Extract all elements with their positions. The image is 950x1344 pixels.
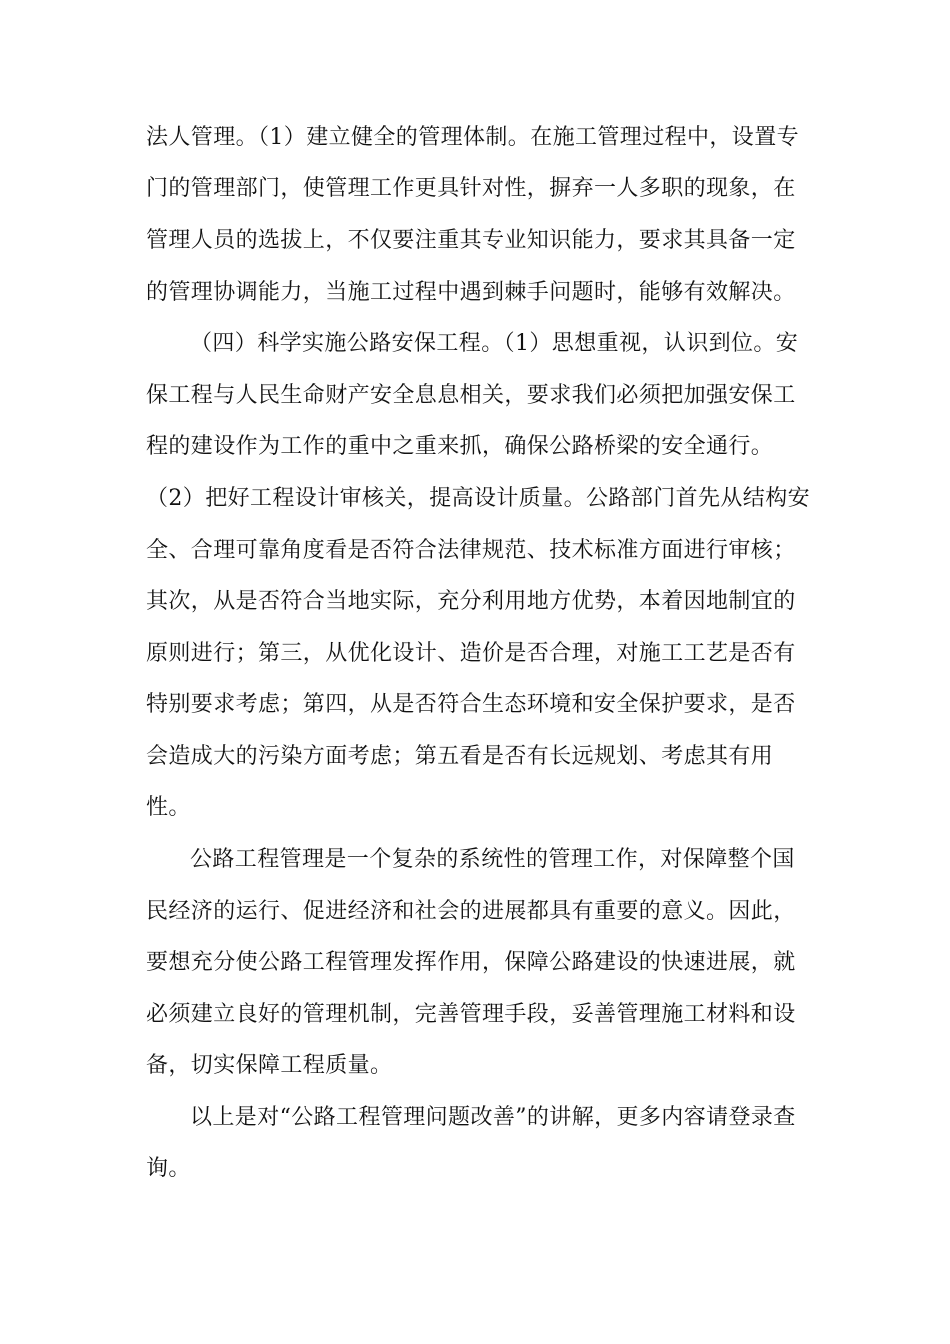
paragraph-first-line: 公路工程管理是一个复杂的系统性的管理工作，对保障整个国 [190, 847, 795, 872]
paragraph-first-line: 以上是对“公路工程管理问题改善”的讲解，更多内容请登录查 [190, 1105, 796, 1130]
text-line: 原则进行；第三，从优化设计、造价是否合理，对施工工艺是否有 [146, 641, 796, 666]
text-line: 询。 [146, 1156, 191, 1181]
text-line: 全、合理可靠角度看是否符合法律规范、技术标准方面进行审核； [146, 538, 796, 563]
text-line: 门的管理部门，使管理工作更具针对性，摒弃一人多职的现象，在 [146, 176, 796, 201]
text-line: 性。 [146, 795, 191, 820]
text-line: 的管理协调能力，当施工过程中遇到棘手问题时，能够有效解决。 [146, 280, 796, 305]
text-line: 要想充分使公路工程管理发挥作用，保障公路建设的快速进展，就 [146, 950, 796, 975]
text-line: 保工程与人民生命财产安全息息相关，要求我们必须把加强安保工 [146, 383, 796, 408]
text-line: 程的建设作为工作的重中之重来抓，确保公路桥梁的安全通行。 [146, 434, 774, 459]
paragraph-heading-line: （四）科学实施公路安保工程。（1）思想重视，认识到位。安 [190, 331, 799, 356]
text-line: 会造成大的污染方面考虑；第五看是否有长远规划、考虑其有用 [146, 744, 774, 769]
text-line: 特别要求考虑；第四，从是否符合生态环境和安全保护要求，是否 [146, 692, 796, 717]
text-line: 备，切实保障工程质量。 [146, 1053, 393, 1078]
text-line: 管理人员的选拔上，不仅要注重其专业知识能力，要求其具备一定 [146, 228, 796, 253]
text-line: （2）把好工程设计审核关，提高设计质量。公路部门首先从结构安 [146, 486, 810, 511]
text-line: 民经济的运行、促进经济和社会的进展都具有重要的意义。因此， [146, 899, 796, 924]
text-line: 必须建立良好的管理机制，完善管理手段，妥善管理施工材料和设 [146, 1002, 796, 1027]
text-line: 法人管理。（1）建立健全的管理体制。在施工管理过程中，设置专 [146, 125, 799, 150]
text-line: 其次，从是否符合当地实际，充分利用地方优势，本着因地制宜的 [146, 589, 796, 614]
